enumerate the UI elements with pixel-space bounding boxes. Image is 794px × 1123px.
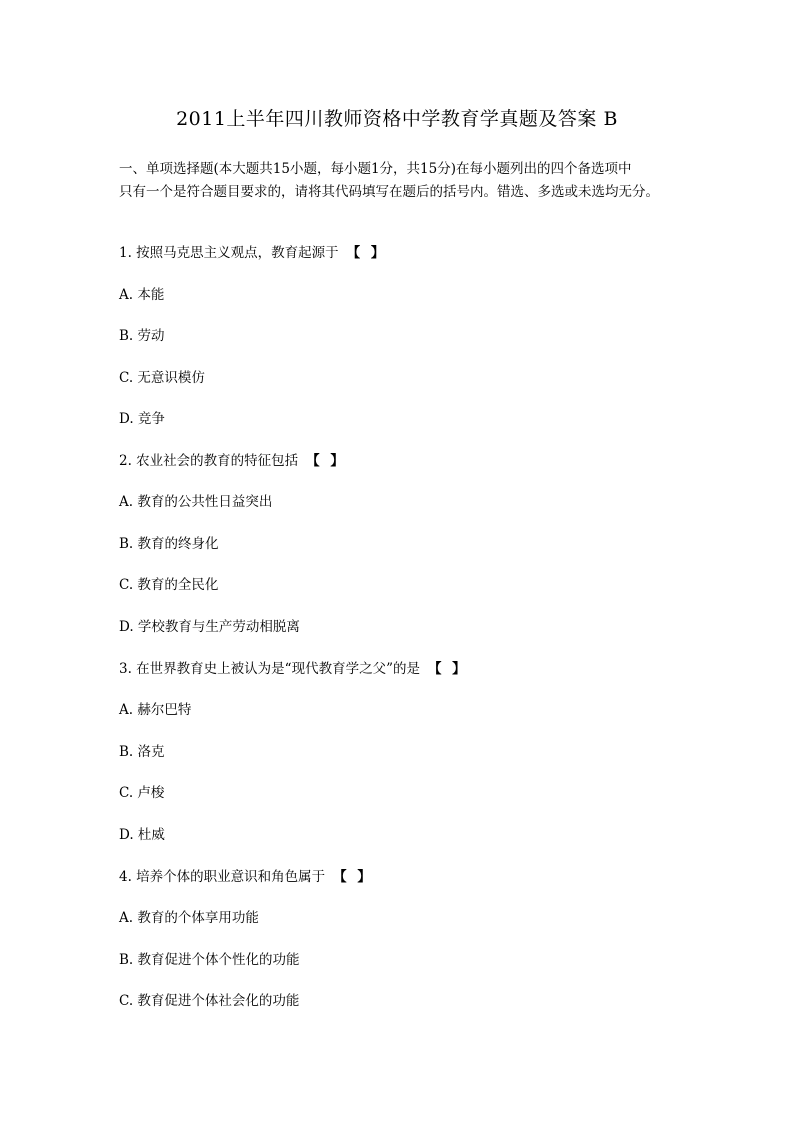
question-2-option-d: D. 学校教育与生产劳动相脱离 bbox=[119, 619, 300, 635]
document-title: 2011上半年四川教师资格中学教育学真题及答案 B bbox=[176, 108, 618, 130]
question-1-option-c: C. 无意识模仿 bbox=[119, 370, 205, 386]
question-4-option-c: C. 教育促进个体社会化的功能 bbox=[119, 993, 300, 1009]
question-2-option-b: B. 教育的终身化 bbox=[119, 536, 219, 552]
question-2 bbox=[119, 452, 347, 470]
question-3-option-b: B. 洛克 bbox=[119, 744, 165, 760]
question-1-option-a: A. 本能 bbox=[119, 287, 165, 303]
question-3-option-c: C. 卢梭 bbox=[119, 785, 165, 801]
question-stem: 2. 农业社会的教育的特征包括 bbox=[119, 453, 299, 469]
answer-bracket: 【 】 bbox=[306, 453, 347, 469]
question-1-option-d: D. 竞争 bbox=[119, 411, 165, 427]
question-stem: 3. 在世界教育史上被认为是“现代教育学之父”的是 bbox=[119, 661, 420, 677]
question-2-option-c: C. 教育的全民化 bbox=[119, 577, 219, 593]
instructions-line-1: 一、单项选择题(本大题共15小题，每小题1分，共15分)在每小题列出的四个备选项中 bbox=[119, 161, 632, 177]
question-3-option-a: A. 赫尔巴特 bbox=[119, 702, 192, 718]
section-instructions bbox=[119, 158, 699, 204]
question-stem: 4. 培养个体的职业意识和角色属于 bbox=[119, 869, 326, 885]
question-4-option-a: A. 教育的个体享用功能 bbox=[119, 910, 259, 926]
question-2-option-a: A. 教育的公共性日益突出 bbox=[119, 494, 273, 510]
question-3 bbox=[119, 660, 469, 678]
instructions-line-2: 只有一个是符合题目要求的，请将其代码填写在题后的括号内。错选、多选或未选均无分。 bbox=[119, 184, 659, 200]
question-4-option-b: B. 教育促进个体个性化的功能 bbox=[119, 952, 300, 968]
answer-bracket: 【 】 bbox=[346, 245, 388, 261]
answer-bracket: 【 】 bbox=[333, 869, 374, 885]
question-1-option-b: B. 劳动 bbox=[119, 328, 165, 344]
question-1 bbox=[119, 244, 387, 262]
answer-bracket: 【 】 bbox=[427, 661, 469, 677]
question-stem: 1. 按照马克思主义观点，教育起源于 bbox=[119, 245, 339, 261]
question-3-option-d: D. 杜威 bbox=[119, 827, 165, 843]
question-4 bbox=[119, 868, 374, 886]
